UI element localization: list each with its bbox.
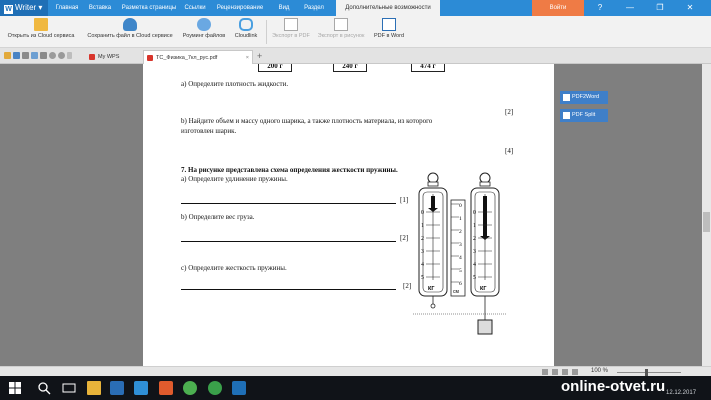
roaming-cloud-icon xyxy=(197,18,211,31)
cloudlink-button[interactable]: Cloudlink xyxy=(230,17,262,47)
answer-line[interactable] xyxy=(181,241,396,242)
status-bar xyxy=(0,366,711,376)
document-page xyxy=(143,64,554,366)
folder-cloud-icon xyxy=(34,18,48,31)
writer-logo-icon: W xyxy=(5,6,12,13)
pdf-to-word-icon xyxy=(382,18,396,31)
close-button[interactable]: ✕ xyxy=(686,3,694,12)
preview-icon[interactable] xyxy=(31,52,38,59)
tab-page-layout[interactable]: Разметка страницы xyxy=(121,5,177,11)
task-view-icon[interactable] xyxy=(62,381,76,395)
tab-extra-features[interactable]: Дополнительные возможности xyxy=(336,0,440,16)
weight-label: 474 г xyxy=(411,64,445,72)
pdf-split-icon xyxy=(563,112,570,119)
scale-left-tick-1: 1 xyxy=(421,223,424,229)
search-icon[interactable] xyxy=(37,381,51,395)
export-image-button[interactable]: Экспорт в рисунок xyxy=(314,17,368,47)
question-b1-line1: b) Найдите объем и массу одного шарика, а также плотность материала, из которого xyxy=(181,117,433,125)
pdf2word-button[interactable]: PDF2Word xyxy=(560,91,608,104)
export-pdf-button[interactable]: Экспорт в PDF xyxy=(270,17,312,47)
answer-line[interactable] xyxy=(181,289,396,290)
minimize-button[interactable]: — xyxy=(626,3,634,12)
zoom-level[interactable]: 100 % xyxy=(591,368,609,374)
pdf2word-icon xyxy=(563,94,570,101)
pdf-split-button[interactable]: PDF Split xyxy=(560,109,608,122)
ruler-tick-1: 1 xyxy=(459,216,462,222)
view-mode-icon[interactable] xyxy=(562,369,568,375)
open-icon[interactable] xyxy=(4,52,11,59)
undo-icon[interactable] xyxy=(49,52,56,59)
scale-left-tick-2: 2 xyxy=(421,236,424,242)
question-a2: а) Определите удлинение пружины. xyxy=(181,175,288,183)
chrome-icon[interactable] xyxy=(183,381,197,395)
app-menu-button[interactable]: W Writer ▾ xyxy=(0,0,48,16)
mark-c2: [2] xyxy=(403,282,412,290)
view-mode-icon[interactable] xyxy=(572,369,578,375)
mark-a2: [1] xyxy=(400,196,409,204)
open-from-cloud-button[interactable]: Открыть из Cloud сервиса xyxy=(3,17,79,47)
scale-right-tick-4: 4 xyxy=(473,262,476,268)
tab-references[interactable]: Ссылки xyxy=(184,5,206,11)
app-icon[interactable] xyxy=(134,381,148,395)
file-explorer-icon[interactable] xyxy=(87,381,101,395)
watermark: online-otvet.ru xyxy=(561,378,666,395)
customize-toolbar-icon[interactable] xyxy=(67,52,72,59)
help-button[interactable]: ? xyxy=(597,3,603,12)
ruler-tick-0: 0 xyxy=(459,203,462,209)
unit-kg-left: КГ xyxy=(428,286,435,292)
scale-right-tick-1: 1 xyxy=(473,223,476,229)
link-icon xyxy=(239,18,253,31)
app-icon[interactable] xyxy=(110,381,124,395)
roaming-files-button[interactable]: Роуминг файлов xyxy=(180,17,228,47)
ruler-tick-5: 5 xyxy=(459,268,462,274)
tab-view[interactable]: Вид xyxy=(278,5,290,11)
wps-logo-icon xyxy=(89,54,95,60)
scale-right-tick-0: 0 xyxy=(473,210,476,216)
view-mode-icon[interactable] xyxy=(552,369,558,375)
unit-kg-right: КГ xyxy=(480,286,487,292)
scale-right-tick-2: 2 xyxy=(473,236,476,242)
document-tabs-bar xyxy=(0,48,711,64)
wps-writer-icon[interactable] xyxy=(232,381,246,395)
question-b2: b) Определите вес груза. xyxy=(181,213,255,221)
taskbar xyxy=(0,376,711,400)
tab-insert[interactable]: Вставка xyxy=(88,5,112,11)
zoom-slider[interactable] xyxy=(617,372,681,373)
ribbon-toolbar xyxy=(0,16,711,48)
ruler-tick-2: 2 xyxy=(459,229,462,235)
tab-home[interactable]: Главная xyxy=(55,5,79,11)
ruler-tick-4: 4 xyxy=(459,255,462,261)
scale-left-tick-0: 0 xyxy=(421,210,424,216)
title-menu-bar xyxy=(0,0,711,16)
scrollbar-thumb[interactable] xyxy=(703,212,710,232)
scale-right xyxy=(471,173,499,334)
scale-left-tick-4: 4 xyxy=(421,262,424,268)
answer-line[interactable] xyxy=(181,203,396,204)
restore-button[interactable]: ❐ xyxy=(656,3,664,12)
windows-start-icon[interactable] xyxy=(8,381,22,395)
ruler xyxy=(451,200,465,296)
new-tab-button[interactable]: + xyxy=(257,51,263,61)
ruler-tick-3: 3 xyxy=(459,242,462,248)
pdf-to-word-button[interactable]: PDF в Word xyxy=(370,17,408,47)
load-weight xyxy=(478,320,492,334)
clock-date: 12.12.2017 xyxy=(666,390,697,396)
image-export-icon xyxy=(334,18,348,31)
question-a1: a) Определите плотность жидкости. xyxy=(181,80,289,88)
unit-cm: см xyxy=(453,289,459,295)
question-7-title: 7. На рисунке представлена схема определения жесткости пружины. xyxy=(181,166,398,174)
mark-b1: [4] xyxy=(505,147,514,155)
question-b1-line2: изготовлен шарик. xyxy=(181,127,237,135)
ruler-tick-6: 6 xyxy=(459,281,462,287)
question-c2: с) Определите жесткость пружины. xyxy=(181,264,287,272)
format-painter-icon[interactable] xyxy=(40,52,47,59)
app-icon[interactable] xyxy=(208,381,222,395)
tab-document-pdf[interactable]: ТС_Физика_7кл_рус.pdf × xyxy=(143,50,253,64)
mark-a1: [2] xyxy=(505,108,514,116)
scale-right-tick-3: 3 xyxy=(473,249,476,255)
scale-left-tick-3: 3 xyxy=(421,249,424,255)
mark-b2: [2] xyxy=(400,234,409,242)
save-cloud-icon xyxy=(123,18,137,31)
spring-scale-figure xyxy=(411,170,511,350)
print-icon[interactable] xyxy=(22,52,29,59)
redo-icon[interactable] xyxy=(58,52,65,59)
tab-review[interactable]: Рецензирование xyxy=(216,5,264,11)
zoom-slider-handle[interactable] xyxy=(645,369,648,376)
pdf-export-icon xyxy=(284,18,298,31)
scale-left xyxy=(419,173,447,308)
tab-my-wps[interactable]: My WPS xyxy=(86,50,140,64)
view-mode-icon[interactable] xyxy=(542,369,548,375)
weight-label: 200 г xyxy=(258,64,292,72)
vertical-scrollbar[interactable] xyxy=(702,64,711,366)
signin-button[interactable]: Войти xyxy=(532,0,584,16)
close-tab-icon[interactable]: × xyxy=(245,55,249,61)
weight-label: 240 г xyxy=(333,64,367,72)
app-icon[interactable] xyxy=(159,381,173,395)
tab-section[interactable]: Раздел xyxy=(304,5,324,11)
document-workspace xyxy=(0,64,711,366)
save-icon[interactable] xyxy=(13,52,20,59)
save-to-cloud-button[interactable]: Сохранить файл в Cloud сервисе xyxy=(82,17,178,47)
scale-left-tick-5: 5 xyxy=(421,275,424,281)
pdf-file-icon xyxy=(147,55,153,61)
scale-right-tick-5: 5 xyxy=(473,275,476,281)
ribbon-separator xyxy=(266,20,267,44)
